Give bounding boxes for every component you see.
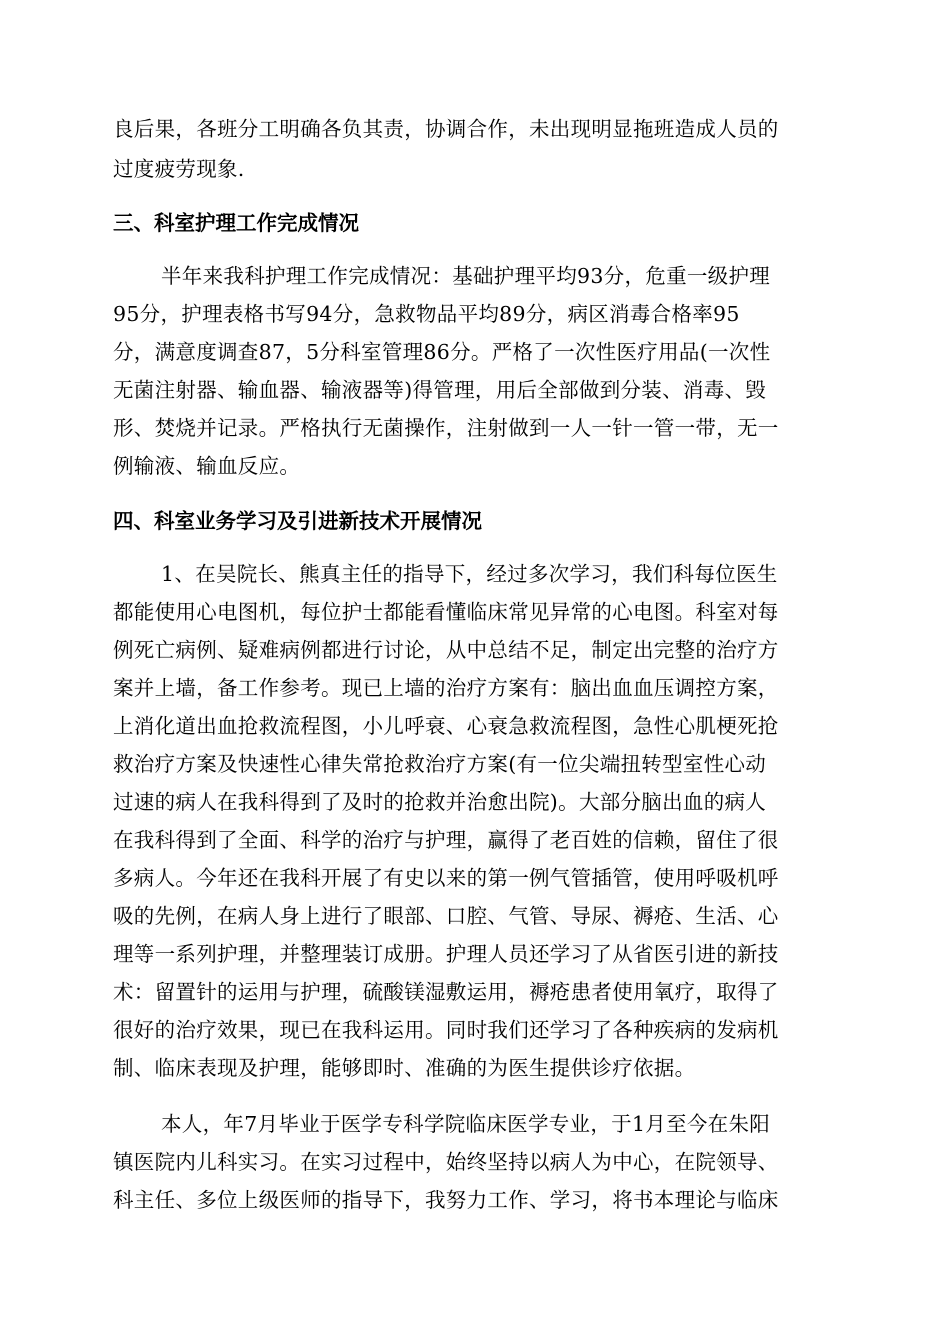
paragraph-line: 理等一系列护理，并整理装订成册。护理人员还学习了从省医引进的新技 — [113, 942, 779, 966]
section-heading: 四、科室业务学习及引进新技术开展情况 — [113, 509, 482, 533]
paragraph-line: 例输液、输血反应。 — [113, 454, 301, 478]
paragraph-line: 过速的病人在我科得到了及时的抢救并治愈出院)。大部分脑出血的病人 — [113, 790, 767, 814]
paragraph-line: 术：留置针的运用与护理，硫酸镁湿敷运用，褥疮患者使用氧疗，取得了 — [113, 980, 779, 1004]
paragraph-line: 救治疗方案及快速性心律失常抢救治疗方案(有一位尖端扭转型室性心动 — [113, 752, 767, 776]
paragraph-line: 过度疲劳现象. — [113, 157, 245, 181]
paragraph-line: 科主任、多位上级医师的指导下，我努力工作、学习，将书本理论与临床 — [113, 1188, 779, 1212]
paragraph-line: 很好的治疗效果，现已在我科运用。同时我们还学习了各种疾病的发病机 — [113, 1018, 779, 1042]
paragraph-line: 形、焚烧并记录。严格执行无菌操作，注射做到一人一针一管一带，无一 — [113, 416, 779, 440]
paragraph-line: 1、在吴院长、熊真主任的指导下，经过多次学习，我们科每位医生 — [161, 562, 778, 586]
paragraph-line: 镇医院内儿科实习。在实习过程中，始终坚持以病人为中心，在院领导、 — [113, 1150, 779, 1174]
paragraph-line: 吸的先例，在病人身上进行了眼部、口腔、气管、导尿、褥疮、生活、心 — [113, 904, 779, 928]
paragraph-line: 制、临床表现及护理，能够即时、准确的为医生提供诊疗依据。 — [113, 1056, 696, 1080]
paragraph-line: 无菌注射器、输血器、输液器等)得管理，用后全部做到分装、消毒、毁 — [113, 378, 767, 402]
paragraph-line: 多病人。今年还在我科开展了有史以来的第一例气管插管，使用呼吸机呼 — [113, 866, 779, 890]
paragraph-line: 分，满意度调查87，5分科室管理86分。严格了一次性医疗用品(一次性 — [113, 340, 771, 364]
paragraph-line: 例死亡病例、疑难病例都进行讨论，从中总结不足，制定出完整的治疗方 — [113, 638, 779, 662]
paragraph-line: 在我科得到了全面、科学的治疗与护理，赢得了老百姓的信赖，留住了很 — [113, 828, 779, 852]
paragraph-line: 良后果，各班分工明确各负其责，协调合作，未出现明显拖班造成人员的 — [113, 117, 779, 141]
paragraph-line: 上消化道出血抢救流程图，小儿呼衰、心衰急救流程图，急性心肌梗死抢 — [113, 714, 779, 738]
paragraph-line: 95分，护理表格书写94分，急救物品平均89分，病区消毒合格率95 — [113, 302, 740, 326]
section-heading: 三、科室护理工作完成情况 — [113, 211, 359, 235]
paragraph-line: 案并上墙，备工作参考。现已上墙的治疗方案有：脑出血血压调控方案， — [113, 676, 779, 700]
paragraph-line: 都能使用心电图机，每位护士都能看懂临床常见异常的心电图。科室对每 — [113, 600, 779, 624]
paragraph-line: 本人，年7月毕业于医学专科学院临床医学专业，于1月至今在朱阳 — [161, 1112, 771, 1136]
paragraph-line: 半年来我科护理工作完成情况：基础护理平均93分，危重一级护理 — [161, 264, 771, 288]
